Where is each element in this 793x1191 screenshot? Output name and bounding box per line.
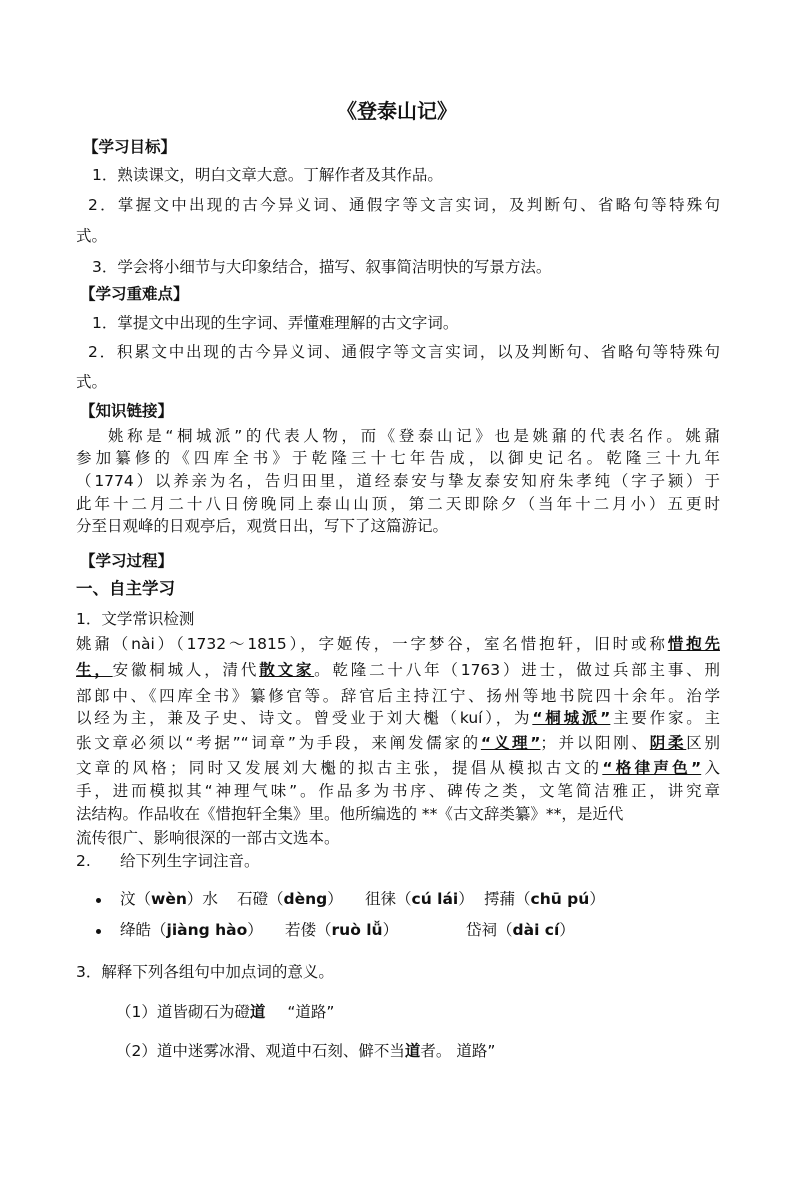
dotted-word: 道 — [404, 1042, 421, 1060]
pinyin-answer: wèn — [151, 890, 187, 908]
bio-text: 入 — [701, 759, 720, 777]
bio-line-3: 部郎中、《四库全书》纂修官等。辞官后主持江宁、扬州等地书院四十余年。治学 — [76, 687, 720, 705]
goal-item-3: 3．学会将小细节与大印象结合，描写、叙事简洁明快的写景方法。 — [92, 258, 552, 276]
pinyin-answer: chū pú — [530, 890, 590, 908]
pinyin-word-tail: ）水 — [186, 890, 218, 908]
key-point-item-1: 1．掌提文中出现的生字词、弄懂难理解的古文字词。 — [92, 314, 459, 332]
underlined-term: “格律声色” — [602, 759, 702, 777]
pinyin-word: 绛皓（ — [120, 921, 167, 939]
bio-text: 张文章必须以“考据”“词章”为手段，来阐发儒家的 — [76, 734, 481, 752]
key-point-item-2-line-2: 式。 — [76, 373, 108, 391]
pinyin-item — [237, 889, 343, 909]
q3-text: （2）道中迷雾冰滑、观道中石刻、僻不当 — [116, 1042, 405, 1060]
pinyin-word-tail: ） — [327, 890, 343, 908]
knowledge-line-4: 此年十二月二十八日傍晚同上泰山山顶，第二天即除夕（当年十二月小）五更时 — [76, 495, 720, 513]
bio-text: 以经为主，兼及子史、诗文。曾受业于刘大櫆（kuí），为 — [76, 709, 533, 727]
goal-item-1: 1．熟读课文，明白文章大意。丁解作者及其作品。 — [92, 166, 443, 184]
pinyin-item — [484, 889, 605, 909]
q3-answer: “道路” — [287, 1003, 335, 1021]
bio-text: 姚鼐（nài）（1732～1815），字姬传，一字梦谷，室名惜抱轩，旧时或称 — [76, 635, 668, 653]
question-1-title: 1．文学常识检测 — [76, 610, 195, 628]
key-point-item-2-line-1: 2．积累文中出现的古今异义词、通假字等文言实词，以及判断句、省略句等特殊句 — [88, 343, 720, 361]
bio-line-8: 法结构。作品收在《惜抱轩全集》里。他所编选的 **《古文辞类纂》**，是近代 — [76, 805, 624, 823]
bio-text: 文章的风格；同时又发展刘大櫆的拟古主张，提倡从模拟古文的 — [76, 759, 603, 777]
bio-line-9: 流传很广、影响很深的一部古文选本。 — [76, 829, 340, 847]
underlined-term: “义理” — [480, 734, 541, 752]
knowledge-line-2: 参加纂修的《四库全书》于乾隆三十七年告成，以御史记名。乾隆三十九年 — [76, 449, 720, 467]
pinyin-word: 岱祠（ — [466, 921, 513, 939]
pinyin-answer: jiàng hào — [166, 921, 248, 939]
bio-line-5 — [76, 733, 720, 753]
question-2-number: 2. — [76, 852, 91, 870]
pinyin-item — [466, 920, 575, 940]
pinyin-word-tail: ） — [589, 890, 605, 908]
section-self-study: 一、自主学习 — [76, 579, 175, 598]
underlined-term: “桐城派” — [532, 709, 611, 727]
bullet-icon — [96, 898, 101, 903]
bio-text: ；并以阳刚、 — [540, 734, 650, 752]
process-header: 【学习过程】 — [80, 552, 174, 570]
pinyin-answer: ruò lǚ — [331, 921, 383, 939]
question-3-title: 3．解释下列各组句中加点词的意义。 — [76, 963, 334, 981]
pinyin-word: 石磴（ — [237, 890, 284, 908]
dotted-word: 道 — [249, 1003, 266, 1021]
pinyin-item — [285, 920, 398, 940]
pinyin-word: 若偻（ — [285, 921, 332, 939]
knowledge-line-5: 分至日观峰的日观亭后，观赏日出，写下了这篇游记。 — [76, 517, 449, 535]
pinyin-answer: dèng — [283, 890, 328, 908]
underlined-term: 阴柔 — [649, 734, 687, 752]
pinyin-item — [120, 889, 218, 909]
bio-text: 区别 — [686, 734, 720, 752]
q3-text: （1）道皆砌石为磴 — [116, 1003, 250, 1021]
pinyin-word-tail: ） — [559, 921, 575, 939]
bio-line-2 — [76, 660, 720, 680]
pinyin-answer: dài cí — [512, 921, 560, 939]
pinyin-word-tail: ） — [247, 921, 263, 939]
pinyin-item — [365, 889, 474, 909]
bio-text: 。乾隆二十八年（1763）进士，做过兵部主事、刑 — [314, 661, 720, 679]
pinyin-word-tail: ） — [458, 890, 474, 908]
pinyin-word-tail: ） — [382, 921, 399, 939]
pinyin-word: 摴蒱（ — [484, 890, 531, 908]
q3-item-2 — [116, 1041, 495, 1061]
underlined-term: 生， — [76, 661, 113, 679]
goal-item-2-line-1: 2．掌握文中出现的古今异义词、通假字等文言实词，及判断句、省略句等特殊句 — [88, 196, 720, 214]
question-2-title: 给下列生字词注音。 — [120, 852, 260, 870]
pinyin-word: 徂徕（ — [365, 890, 412, 908]
bio-text: 主要作家。主 — [610, 709, 720, 727]
knowledge-link-header: 【知识链接】 — [80, 402, 174, 420]
page-title: 《登泰山记》 — [337, 99, 457, 123]
knowledge-line-3: （1774）以养亲为名，告归田里，道经泰安与挚友泰安知府朱孝纯（字子颍）于 — [76, 472, 720, 490]
bio-text: 安徽桐城人，清代 — [112, 661, 260, 679]
bio-line-7: 手，进而模拟其“神理气味”。作品多为书序、碑传之类，文笔简洁雅正，讲究章 — [76, 782, 720, 800]
goal-item-2-line-2: 式。 — [76, 227, 108, 245]
bullet-icon — [96, 929, 101, 934]
q3-item-1 — [116, 1002, 334, 1022]
q3-answer: 者。 道路” — [420, 1042, 496, 1060]
goals-header: 【学习目标】 — [83, 138, 177, 156]
bio-line-4 — [76, 708, 720, 728]
pinyin-item — [120, 920, 263, 940]
pinyin-word: 汶（ — [120, 890, 152, 908]
bio-line-6 — [76, 758, 720, 778]
underlined-term: 散文家 — [259, 661, 315, 679]
pinyin-answer: cú lái — [411, 890, 459, 908]
key-points-header: 【学习重难点】 — [80, 285, 189, 303]
bio-line-1 — [76, 634, 720, 654]
knowledge-line-1: 姚称是“桐城派”的代表人物，而《登泰山记》也是姚鼐的代表名作。姚鼐 — [108, 427, 720, 445]
underlined-term: 惜抱先 — [667, 635, 720, 653]
